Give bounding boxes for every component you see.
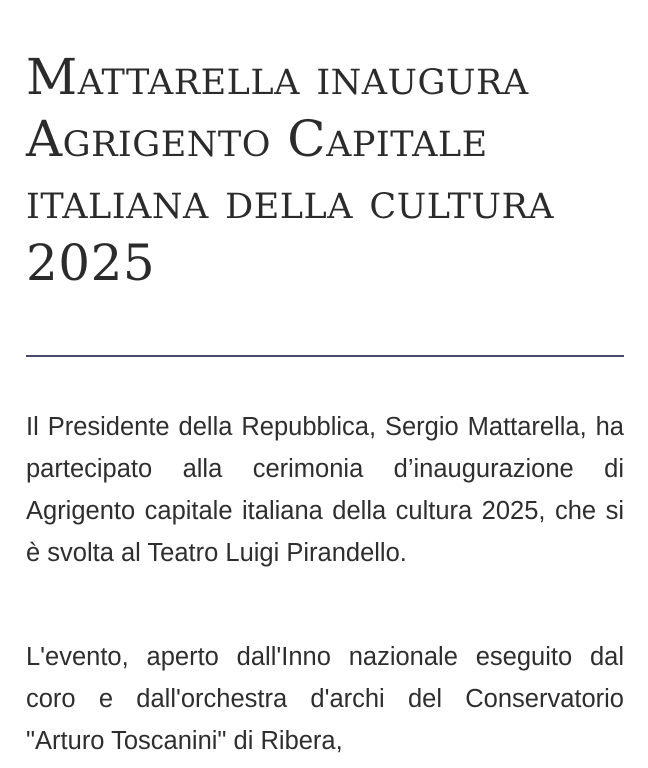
article-paragraph-2: L'evento, aperto dall'Inno nazionale eseguito dal coro e dall'orchestra d'archi del Conservatorio "Arturo Toscanini" di Ribera, [26, 643, 624, 755]
title-divider [26, 355, 624, 357]
article-paragraph-1: Il Presidente della Repubblica, Sergio Mattarella, ha partecipato alla cerimonia d’inaugurazione di Agrigento capitale italiana della cultura 2025, che si è svolta al Teatro Luigi Pirandello. [26, 413, 624, 567]
article-title: Mattarella inaugura Agrigento Capitale italiana della cultura 2025 [26, 48, 555, 292]
